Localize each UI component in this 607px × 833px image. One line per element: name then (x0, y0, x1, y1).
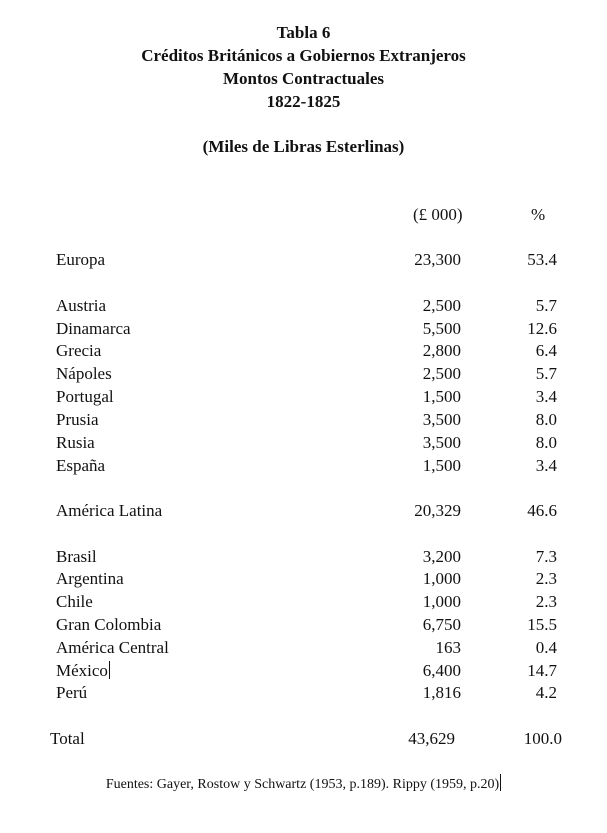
sources-footnote (0, 774, 607, 794)
section-name: América Latina (56, 501, 163, 520)
country-percent: 0.4 (535, 638, 557, 657)
country-percent: 3.4 (535, 387, 557, 406)
section-row-america-latina (0, 500, 607, 522)
table-row (0, 682, 607, 704)
country-amount: 1,000 (422, 569, 461, 588)
sources-text: Fuentes: Gayer, Rostow y Schwartz (1953, p.189). Rippy (1959, p.20) (105, 777, 500, 792)
country-percent: 5.7 (535, 296, 557, 315)
section-name: Europa (56, 250, 106, 269)
country-name: Perú (56, 683, 88, 702)
country-amount: 1,000 (422, 592, 461, 611)
table-row (0, 637, 607, 659)
section-percent: 46.6 (527, 501, 557, 520)
country-percent: 8.0 (535, 433, 557, 452)
country-percent: 8.0 (535, 410, 557, 429)
title-line-4: 1822-1825 (266, 92, 341, 111)
country-amount: 3,200 (422, 547, 461, 566)
title-line-2: Créditos Británicos a Gobiernos Extranjeros (141, 46, 466, 65)
country-percent: 12.6 (527, 319, 557, 338)
country-percent: 15.5 (527, 615, 557, 634)
section-percent: 53.4 (527, 250, 557, 269)
country-name: Gran Colombia (56, 615, 162, 634)
table-row (0, 432, 607, 454)
total-label: Total (50, 729, 85, 748)
country-percent: 7.3 (535, 547, 557, 566)
table-row (0, 591, 607, 613)
country-name: América Central (56, 638, 169, 657)
country-amount: 2,500 (422, 296, 461, 315)
table-row (0, 409, 607, 431)
country-amount: 163 (435, 638, 461, 657)
country-amount: 5,500 (422, 319, 461, 338)
table-row (0, 455, 607, 477)
country-percent: 14.7 (527, 661, 557, 680)
total-row (0, 728, 607, 750)
country-amount: 1,500 (422, 387, 461, 406)
section-row-europa (0, 249, 607, 271)
country-name: Brasil (56, 547, 97, 566)
table-row (0, 386, 607, 408)
section-amount: 20,329 (414, 501, 461, 520)
country-name: Argentina (56, 569, 124, 588)
country-name: Prusia (56, 410, 99, 429)
country-percent: 4.2 (535, 683, 557, 702)
title-line-3: Montos Contractuales (222, 69, 384, 88)
country-percent: 3.4 (535, 456, 557, 475)
country-name: Chile (56, 592, 93, 611)
table-row (0, 318, 607, 340)
table-row (0, 340, 607, 362)
country-name: Dinamarca (56, 319, 131, 338)
country-amount: 1,500 (422, 456, 461, 475)
country-name: Portugal (56, 387, 114, 406)
table-row (0, 295, 607, 317)
country-name: España (56, 456, 106, 475)
country-percent: 6.4 (535, 341, 557, 360)
text-cursor (109, 661, 110, 679)
country-name: Austria (56, 296, 107, 315)
country-amount: 3,500 (422, 433, 461, 452)
country-percent: 2.3 (535, 569, 557, 588)
country-amount: 6,750 (422, 615, 461, 634)
country-name: Rusia (56, 433, 95, 452)
country-amount: 2,800 (422, 341, 461, 360)
table-row (0, 568, 607, 590)
units-subtitle: (Miles de Libras Esterlinas) (202, 137, 405, 156)
country-amount: 1,816 (422, 683, 461, 702)
text-cursor (500, 774, 501, 791)
table-row (0, 363, 607, 385)
country-amount: 2,500 (422, 364, 461, 383)
country-name: Nápoles (56, 364, 112, 383)
country-name-with-cursor (56, 660, 110, 682)
country-name: México (56, 661, 108, 680)
title-line-1: Tabla 6 (276, 23, 331, 42)
table-row (0, 546, 607, 568)
total-amount: 43,629 (408, 729, 455, 748)
country-amount: 6,400 (422, 661, 461, 680)
country-percent: 5.7 (535, 364, 557, 383)
column-header-percent: % (531, 205, 546, 224)
column-header-amount: (£ 000) (413, 205, 463, 224)
country-percent: 2.3 (535, 592, 557, 611)
country-name: Grecia (56, 341, 102, 360)
table-row (0, 660, 607, 682)
section-amount: 23,300 (414, 250, 461, 269)
country-amount: 3,500 (422, 410, 461, 429)
total-percent: 100.0 (523, 729, 562, 748)
table-row (0, 614, 607, 636)
